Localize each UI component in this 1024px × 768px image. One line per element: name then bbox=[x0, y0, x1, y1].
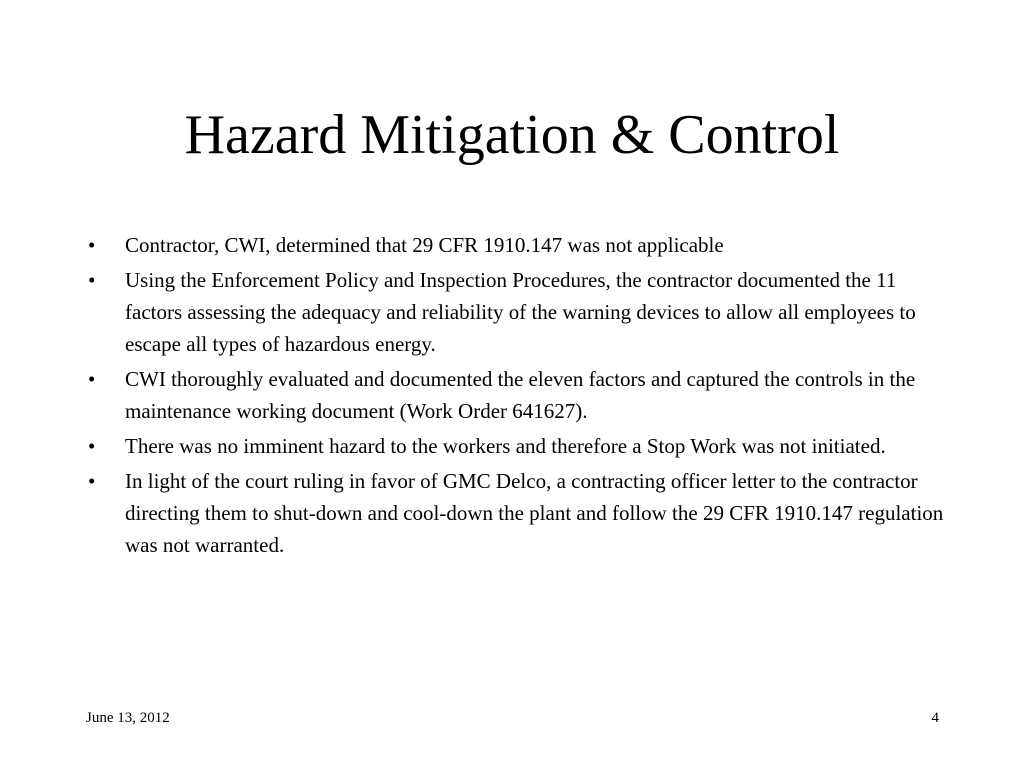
slide-title: Hazard Mitigation & Control bbox=[184, 104, 840, 166]
list-item bbox=[88, 264, 948, 360]
page-number: 4 bbox=[931, 710, 939, 726]
list-item bbox=[88, 229, 948, 261]
bullet-marker: • bbox=[88, 268, 96, 292]
bullet-text: There was no imminent hazard to the workers and therefore a Stop Work was not initiated. bbox=[125, 434, 886, 458]
list-item bbox=[88, 363, 948, 427]
bullet-text: Using the Enforcement Policy and Inspection Procedures, the contractor documented the 11 factors assessing the adequacy and reliability of the warning devices to allow all employees to escape all types of hazardous energy. bbox=[125, 268, 916, 356]
list-item bbox=[88, 430, 948, 462]
bullet-text: Contractor, CWI, determined that 29 CFR 1910.147 was not applicable bbox=[125, 233, 724, 257]
list-item bbox=[88, 465, 948, 561]
bullet-list bbox=[88, 229, 948, 564]
footer-date: June 13, 2012 bbox=[86, 710, 170, 726]
bullet-text: In light of the court ruling in favor of GMC Delco, a contracting officer letter to the contractor directing them to shut-down and cool-down the plant and follow the 29 CFR 1910.147 regulation was not warranted. bbox=[125, 469, 944, 557]
bullet-text: CWI thoroughly evaluated and documented the eleven factors and captured the controls in the maintenance working document (Work Order 641627). bbox=[125, 367, 916, 423]
bullet-marker: • bbox=[88, 367, 96, 391]
bullet-marker: • bbox=[88, 469, 96, 493]
bullet-marker: • bbox=[88, 434, 96, 458]
bullet-marker: • bbox=[88, 233, 96, 257]
